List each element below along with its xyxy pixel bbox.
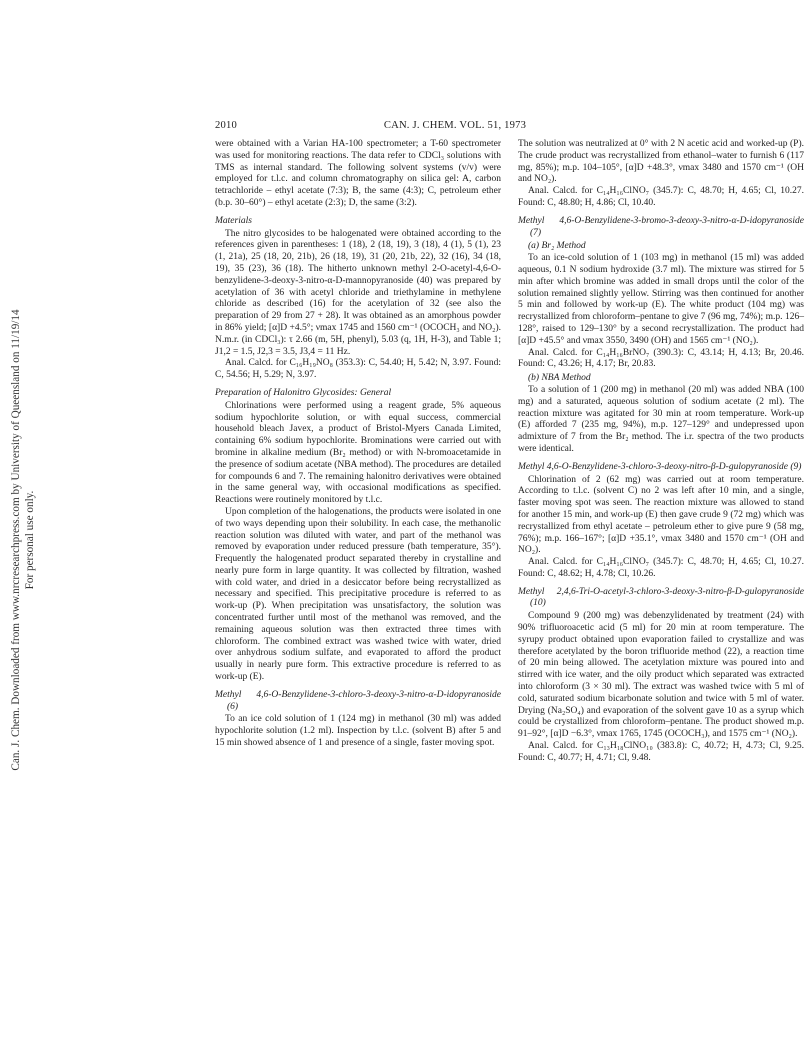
section-heading: Methyl 4,6-O-Benzylidene-3-chloro-3-deoxy-3-nitro-α-D-idopyranoside (6) <box>215 689 501 712</box>
download-watermark <box>6 200 40 880</box>
paragraph: To an ice-cold solution of 1 (103 mg) in methanol (15 ml) was added aqueous, 0.1 N sodium hydroxide (3.7 ml). The mixture was stirred for 5 min after which bromine was added in small drops until the color of the solution remained slightly yellow. Stirring was then continued for another 5 min and followed by work-up (E). The white product (104 mg) was recrystallized from chloroform–pentane to give 7 (96 mg, 74%); m.p. 126–128°, raised to 129–130° by a second recrystallization. The product had [α]D +45.5° and νmax 3550, 3490 (OH) and 1565 cm⁻¹ (NO₂). <box>518 253 804 346</box>
paragraph: The nitro glycosides to be halogenated were obtained according to the references given in parentheses: 1 (18), 2 (18, 19), 3 (18), 4 (1), 5 (1), 23 (1, 21a), 25 (18, 20, 21b), 26 (18, 19), 31 (20, 21b, 22), 32 (16), 34 (18, 19), 35 (23), 36 (18). The hitherto unknown methyl 2-O-acetyl-4,6-O-benzylidene-3-deoxy-3-nitro-α-D-mannopyranoside (40) was prepared by acetylation of 36 with acetyl chloride and triethylamine in methylene chloride as described (16) for the acetylation of 32 (see also the preparation of 29 from 27 + 28). It was obtained as an amorphous powder in 86% yield; [α]D +4.5°; νmax 1745 and 1560 cm⁻¹ (OCOCH₃ and NO₂). N.m.r. (in CDCl₃): τ 2.66 (m, 5H, phenyl), 5.03 (q, 1H, H-3), and Table 1; J1,2 = 1.5, J2,3 = 3.5, J3,4 = 11 Hz. <box>215 228 501 357</box>
left-column <box>215 139 501 750</box>
paragraph: Compound 9 (200 mg) was debenzylidenated by treatment (24) with 90% trifluoroacetic acid (5 ml) for 20 min at room temperature. The syrupy product obtained upon evaporation failed to crystallize and was therefore acetylated by the boron trifluoride method (22), a reaction time of 20 min being allowed. The acetylation mixture was poured into and stirred with ice water, and the oily product which separated was extracted into chloroform (3 × 30 ml). The extract was washed twice with 5 ml of cold, saturated sodium bicarbonate solution and twice with 5 ml of water. Drying (Na₂SO₄) and evaporation of the solvent gave 10 as a syrup which could be crystallized from chloroform–pentane. The product showed m.p. 91–92°, [α]D −6.3°, νmax 1765, 1745 (OCOCH₃), and 1575 cm⁻¹ (NO₂). <box>518 611 804 740</box>
right-column <box>518 139 804 765</box>
analysis-line: Anal. Calcd. for C₁₄H₁₆BrNO₇ (390.3): C, 43.14; H, 4.13; Br, 20.46. Found: C, 43.26; H, 4.17; Br, 20.83. <box>518 347 804 370</box>
page-number: 2010 <box>215 120 237 131</box>
paragraph: were obtained with a Varian HA-100 spectrometer; a T-60 spectrometer was used for monitoring reactions. The data refer to CDCl₃ solutions with TMS as internal standard. The following solvent systems (v/v) were employed for t.l.c. and column chromatography on silica gel: A, carbon tetrachloride – ethyl acetate (7:3); B, the same (4:3); C, petroleum ether (b.p. 30–60°) – ethyl acetate (2:3); D, the same (3:2). <box>215 139 501 208</box>
paragraph: Chlorination of 2 (62 mg) was carried out at room temperature. According to t.l.c. (solvent C) no 2 was left after 10 min, and a single, faster moving spot was seen. The reaction mixture was allowed to stand for another 15 min, and work-up (E) then gave crude 9 (72 mg) which was recrystallized from ethyl acetate – petroleum ether to give pure 9 (58 mg, 76%); m.p. 166–167°; [α]D +35.1°, νmax 3480 and 1570 cm⁻¹ (OH and NO₂). <box>518 474 804 556</box>
subsection-heading: (a) Br₂ Method <box>528 241 586 252</box>
section-heading: Methyl 4,6-O-Benzylidene-3-chloro-3-deoxy-nitro-β-D-gulopyranoside (9) <box>518 461 802 472</box>
analysis-line: Anal. Calcd. for C₁₄H₁₆ClNO₇ (345.7): C, 48.70; H, 4.65; Cl, 10.27. Found: C, 48.62; H, 4.78; Cl, 10.26. <box>518 557 804 579</box>
watermark-line-1: Can. J. Chem. Downloaded from www.nrcresearchpress.com by University of Queensland on 11/19/14 <box>10 309 22 771</box>
section-heading: Methyl 2,4,6-Tri-O-acetyl-3-chloro-3-deoxy-3-nitro-β-D-gulopyranoside (10) <box>518 586 804 609</box>
paragraph: To an ice cold solution of 1 (124 mg) in methanol (30 ml) was added hypochlorite solution (1.2 ml). Inspection by t.l.c. (solvent B) after 5 and 15 min showed absence of 1 and presence of a single, faster moving spot. <box>215 714 501 749</box>
analysis-line: Anal. Calcd. for C₁₆H₁₉NO₈ (353.3): C, 54.40; H, 5.42; N, 3.97. Found: C, 54.56; H, 5.29; N, 3.97. <box>215 358 501 381</box>
section-heading: Methyl 4,6-O-Benzylidene-3-bromo-3-deoxy-3-nitro-α-D-idopyranoside (7) <box>518 215 804 238</box>
analysis-line: Anal. Calcd. for C₁₃H₁₈ClNO₁₀ (383.8): C, 40.72; H, 4.73; Cl, 9.25. Found: C, 40.77; H, 4.71; Cl, 9.48. <box>518 741 804 763</box>
paragraph: The solution was neutralized at 0° with 2 N acetic acid and worked-up (P). The crude product was recrystallized from ethanol–water to furnish 6 (117 mg, 85%); m.p. 104–105°, [α]D +48.3°, νmax 3480 and 1570 cm⁻¹ (OH and NO₂). <box>518 139 804 185</box>
paragraph: Upon completion of the halogenations, the products were isolated in one of two ways depending upon their solubility. In each case, the methanolic reaction solution was diluted with water, and part of the methanol was removed by evaporation under reduced pressure (bath temperature, 35°). Frequently the halogenated product separated thereby in crystalline and nearly pure form in large quantity. It was collected by filtration, washed with cold water, and dried in a desiccator before being recrystallized as necessary and specified. This precipitative procedure is referred to as work-up (P). When precipitation was unsatisfactory, the solution was concentrated further until most of the methanol was removed, and the remaining aqueous solution was then extracted three times with chloroform. The combined extract was washed twice with water, dried over anhydrous sodium sulfate, and evaporated to afford the product usually in nearly pure form. This extractive procedure is referred to as work-up (E). <box>215 506 501 683</box>
watermark-line-2: For personal use only. <box>24 490 36 590</box>
section-heading: Materials <box>215 215 252 226</box>
section-heading: Preparation of Halonitro Glycosides: General <box>215 387 392 398</box>
journal-citation: CAN. J. CHEM. VOL. 51, 1973 <box>383 120 527 131</box>
paragraph: Chlorinations were performed using a reagent grade, 5% aqueous sodium hypochlorite solution, or with equal success, commercial household bleach Javex, a product of Bristol-Myers Canada Limited, containing 6% sodium hypochlorite. Brominations were carried out with bromine in alkaline medium (Br₂ method) or with N-bromoacetamide in the presence of sodium acetate (NBA method). The procedures are detailed for compounds 6 and 7. The remaining halonitro derivatives were obtained in the same general way, with occasional modifications as specified. Reactions were routinely monitored by t.l.c. <box>215 400 501 506</box>
paragraph: To a solution of 1 (200 mg) in methanol (20 ml) was added NBA (100 mg) and a saturated, aqueous solution of sodium acetate (2 ml). The reaction mixture was agitated for 30 min at room temperature. Work-up (E) afforded 7 (235 mg, 94%), m.p. 127–129° and undepressed upon admixture of 7 from the Br₂ method. The i.r. spectra of the two products were identical. <box>518 384 804 454</box>
analysis-line: Anal. Calcd. for C₁₄H₁₆ClNO₇ (345.7): C, 48.70; H, 4.65; Cl, 10.27. Found: C, 48.80; H, 4.86; Cl, 10.40. <box>518 186 804 208</box>
subsection-heading: (b) NBA Method <box>528 373 591 384</box>
